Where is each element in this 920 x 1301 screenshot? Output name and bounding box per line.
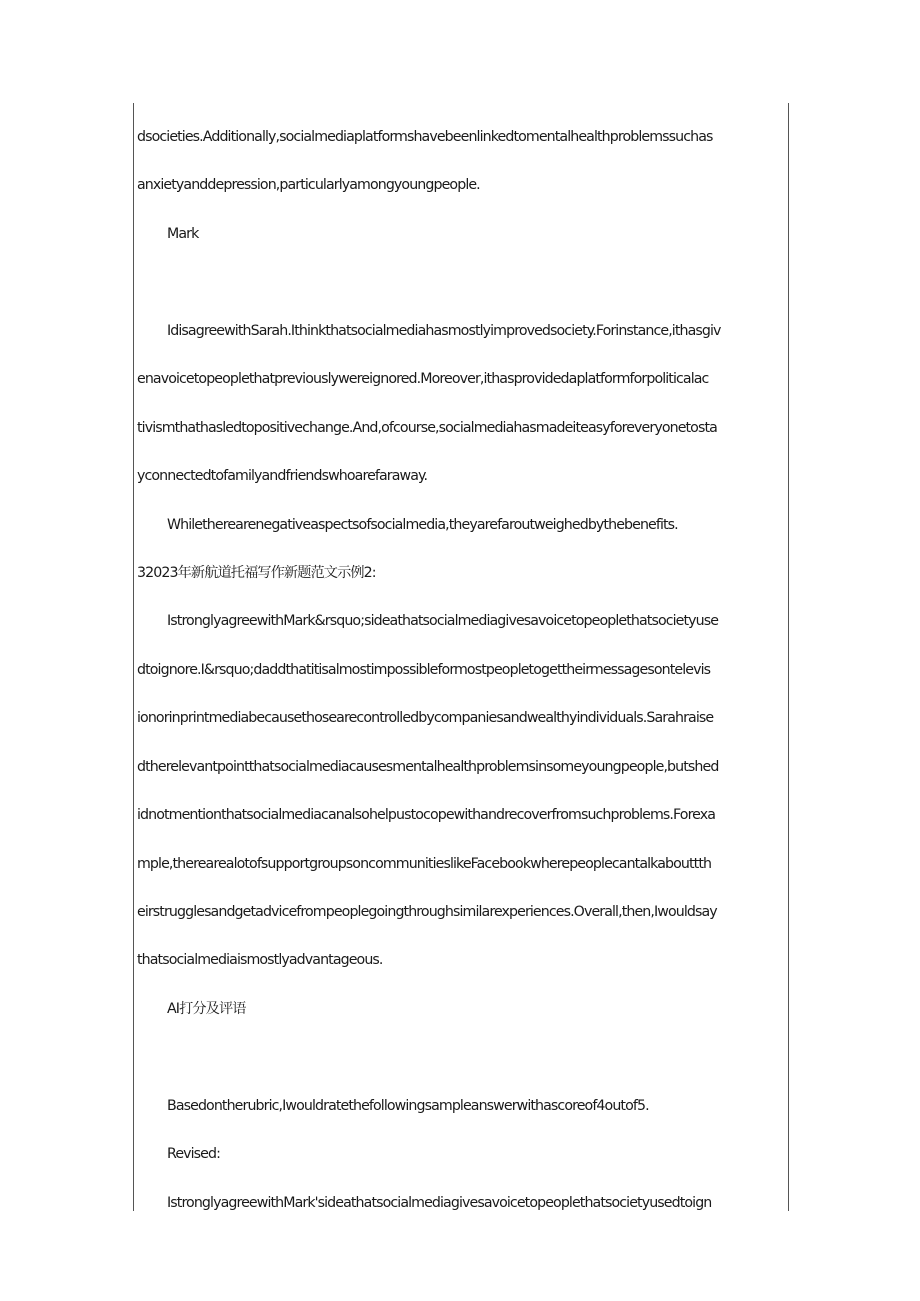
text-line: Basedontherubric,Iwouldratethefollowingsampleanswerwithascoreof4outof5. xyxy=(167,1097,649,1114)
text-line: Revised: xyxy=(167,1146,220,1163)
text-line: tivismthathasledtopositivechange.And,ofcourse,socialmediahasmadeiteasyforeveryonetosta xyxy=(137,419,717,436)
left-border-line xyxy=(133,103,134,1211)
right-border-line xyxy=(788,103,789,1211)
text-line: mple,therearealotofsupportgroupsoncommunitieslikeFacebookwherepeoplecantalkabouttth xyxy=(137,855,712,872)
text-line: anxietyanddepression,particularlyamongyoungpeople. xyxy=(137,177,480,194)
blank-line xyxy=(137,258,785,306)
section-heading: AI打分及评语 xyxy=(167,1000,246,1017)
text-line: thatsocialmediaismostlyadvantageous. xyxy=(137,952,383,969)
text-line: IstronglyagreewithMark&rsquo;sideathatsocialmediagivesavoicetopeoplethatsocietyuse xyxy=(167,613,719,630)
blank-line xyxy=(137,1033,785,1081)
document-body xyxy=(137,113,785,1227)
section-heading: 32023年新航道托福写作新题范文示例2: xyxy=(137,564,376,581)
text-line: dtherelevantpointthatsocialmediacausesmentalhealthproblemsinsomeyoungpeople,butshed xyxy=(137,758,719,775)
text-line: eirstrugglesandgetadvicefrompeoplegoingthroughsimilarexperiences.Overall,then,Iwouldsay xyxy=(137,904,717,920)
text-line: enavoicetopeoplethatpreviouslywereignored.Moreover,ithasprovidedaplatformforpoliticalac xyxy=(137,371,709,388)
speaker-name: Mark xyxy=(167,225,199,242)
text-line: Whiletherearenegativeaspectsofsocialmedia,theyarefaroutweighedbythebenefits. xyxy=(167,516,678,533)
text-line: ionorinprintmediabecausethosearecontrolledbycompaniesandwealthyindividuals.Sarahraise xyxy=(137,710,714,727)
text-line: IdisagreewithSarah.Ithinkthatsocialmediahasmostlyimprovedsociety.Forinstance,ithasgiv xyxy=(167,322,721,339)
text-line: idnotmentionthatsocialmediacanalsohelpustocopewithandrecoverfromsuchproblems.Forexa xyxy=(137,807,716,824)
text-line: yconnectedtofamilyandfriendswhoarefaraway. xyxy=(137,468,428,485)
text-line: IstronglyagreewithMark'sideathatsocialmediagivesavoicetopeoplethatsocietyusedtoign xyxy=(167,1194,712,1211)
text-line: dtoignore.I&rsquo;daddthatitisalmostimpossibleformostpeopletogettheirmessagesontelevis xyxy=(137,661,711,678)
text-line: dsocieties.Additionally,socialmediaplatformshavebeenlinkedtomentalhealthproblemssuchas xyxy=(137,129,713,145)
